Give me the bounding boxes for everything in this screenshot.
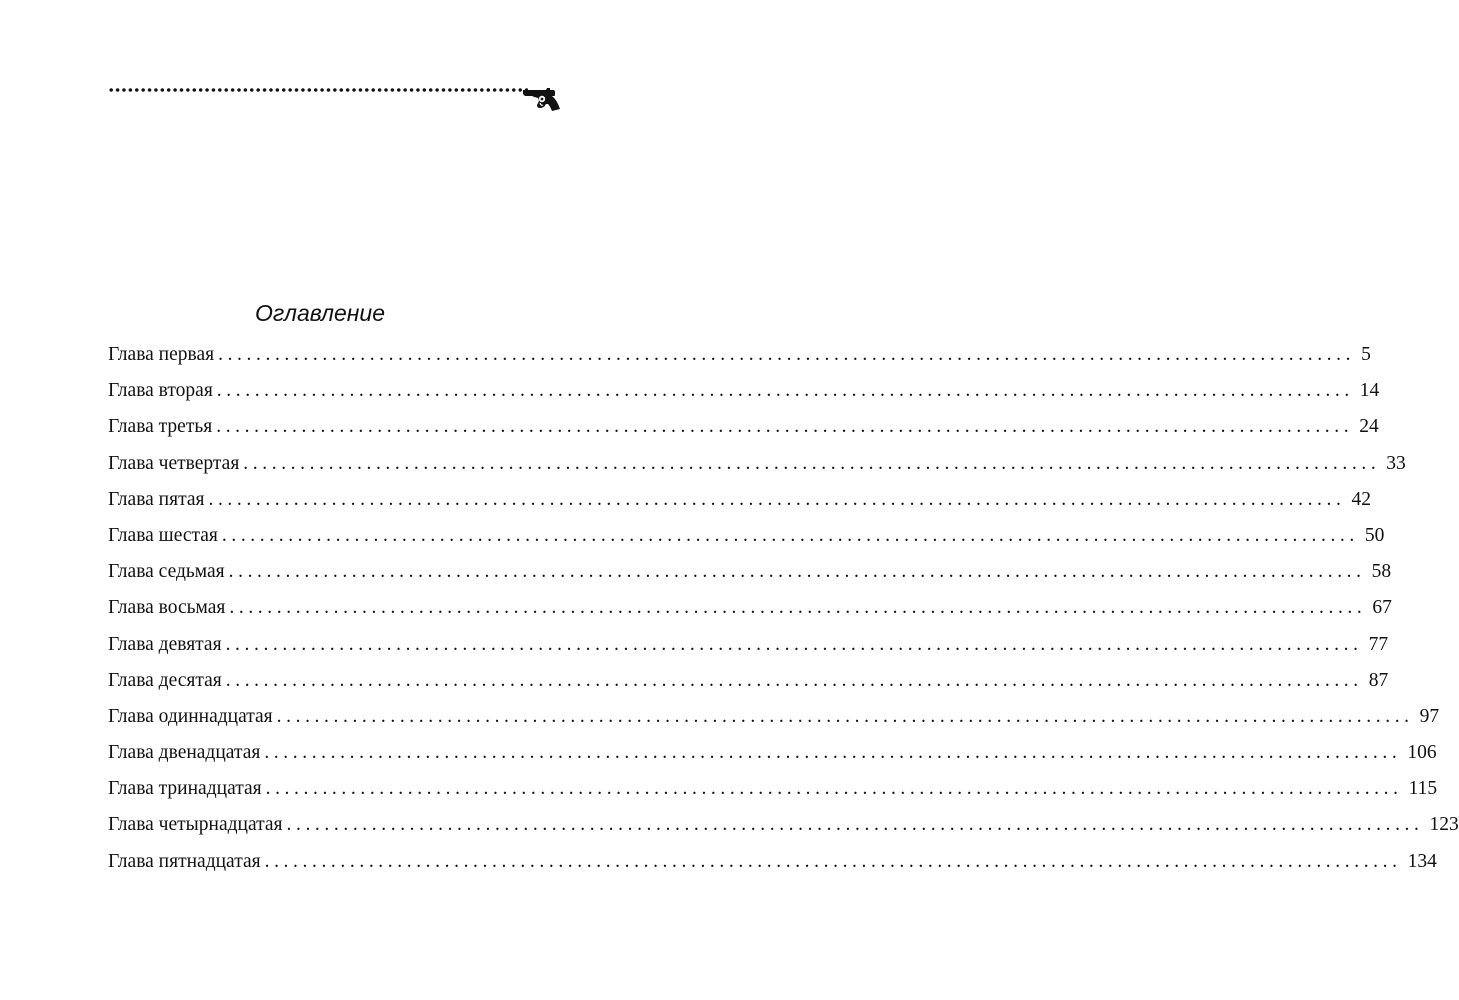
toc-entry-page: 123 [1429, 814, 1459, 836]
toc-entry[interactable] [108, 705, 1440, 742]
toc-entry[interactable] [108, 416, 1379, 452]
toc-entry-page: 14 [1359, 380, 1380, 402]
toc-entry[interactable] [108, 669, 1389, 706]
toc-entry-label: Глава шестая [108, 524, 218, 546]
toc-leader-dots: ........................................................................................................................ [225, 633, 1363, 655]
revolver-icon [522, 84, 562, 112]
toc-entry[interactable] [108, 524, 1385, 561]
toc-entry-page: 106 [1407, 742, 1437, 764]
toc-entry-label: Глава седьмая [108, 561, 225, 583]
toc-entry-page: 77 [1368, 633, 1389, 655]
toc-entry-page: 24 [1359, 416, 1379, 438]
toc-entry-page: 50 [1364, 524, 1385, 546]
toc-entry[interactable] [108, 778, 1438, 814]
toc-entry-label: Глава пятнадцатая [108, 850, 261, 872]
toc-entry-label: Глава четырнадцатая [108, 814, 283, 836]
toc-entry-label: Глава десятая [108, 669, 222, 691]
toc-leader-dots: ........................................................................................................................ [218, 344, 1356, 365]
toc-entry[interactable] [108, 633, 1389, 670]
toc-entry-label: Глава первая [108, 344, 215, 365]
toc-entry-label: Глава одиннадцатая [108, 705, 273, 727]
header-dotted-rule [108, 84, 528, 96]
toc-entry-label: Глава восьмая [108, 597, 226, 619]
toc-entry[interactable] [108, 380, 1380, 416]
toc-leader-dots: ........................................................................................................................ [208, 488, 1346, 510]
toc-leader-dots: ........................................................................................................................ [264, 742, 1402, 764]
toc-entry-page: 58 [1371, 561, 1392, 583]
toc-leader-dots: ........................................................................................................................ [243, 452, 1381, 474]
toc-entry[interactable] [108, 597, 1392, 633]
toc-entry-page: 134 [1407, 850, 1437, 872]
toc-entry[interactable] [108, 742, 1437, 778]
toc-entry-page: 42 [1351, 488, 1371, 510]
toc-entry[interactable] [108, 814, 1459, 850]
toc-leader-dots: ........................................................................................................................ [229, 597, 1367, 619]
toc-entry-page: 97 [1419, 705, 1440, 727]
toc-leader-dots: ........................................................................................................................ [264, 850, 1402, 872]
toc-leader-dots: ........................................................................................................................ [228, 561, 1366, 583]
toc-leader-dots: ........................................................................................................................ [265, 778, 1403, 800]
toc-entry[interactable] [108, 561, 1392, 597]
toc-leader-dots: ........................................................................................................................ [225, 669, 1363, 691]
toc-entry[interactable] [108, 850, 1437, 887]
toc-leader-dots: ........................................................................................................................ [216, 416, 1354, 438]
toc-entry-label: Глава четвертая [108, 452, 240, 474]
toc-entry[interactable] [108, 452, 1406, 489]
toc-entry-page: 87 [1368, 669, 1389, 691]
toc-title: Оглавление [255, 300, 385, 326]
toc-leader-dots: ........................................................................................................................ [221, 524, 1359, 546]
toc-leader-dots: ........................................................................................................................ [286, 814, 1424, 836]
toc-entry-label: Глава двенадцатая [108, 742, 261, 764]
toc-entry-label: Глава третья [108, 416, 213, 438]
toc-entry-label: Глава вторая [108, 380, 213, 402]
toc-entry-page: 5 [1361, 344, 1371, 365]
toc-leader-dots: ........................................................................................................................ [276, 705, 1414, 727]
toc-entry[interactable] [108, 488, 1371, 525]
toc-entry-page: 67 [1372, 597, 1392, 619]
toc-entry[interactable] [108, 344, 1371, 380]
toc-entry-label: Глава девятая [108, 633, 222, 655]
toc-entry-label: Глава пятая [108, 488, 205, 510]
toc-entry-page: 33 [1386, 452, 1406, 474]
table-of-contents [108, 344, 1459, 887]
toc-leader-dots: ........................................................................................................................ [216, 380, 1354, 402]
toc-entry-page: 115 [1408, 778, 1438, 800]
toc-entry-label: Глава тринадцатая [108, 778, 262, 800]
